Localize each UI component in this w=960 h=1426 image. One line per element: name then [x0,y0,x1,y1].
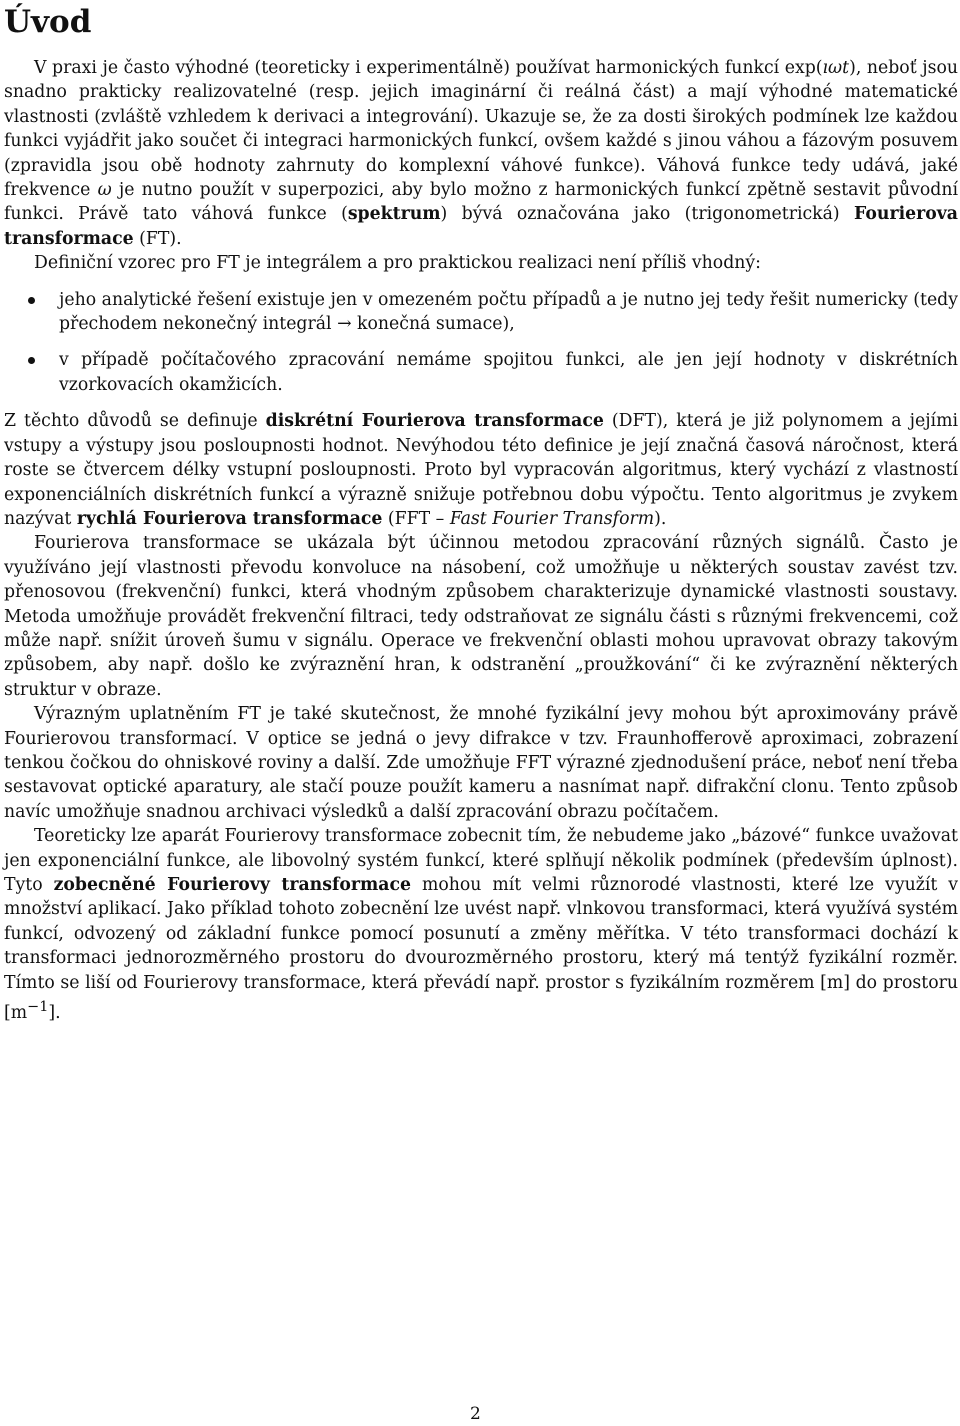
text-run: ]. [48,1002,61,1023]
term-fourierova-transformace: Fourierova transformace [4,204,958,249]
body-text [4,56,958,1025]
superscript: −1 [27,999,49,1016]
term-dft: diskrétní Fourierova transformace [265,411,604,432]
text-run: ), neboť jsou snadno prakticky realizovatelné (resp. jejich imaginární či reálná část) a mají výhodné matematické vlastnosti (zvláště vzhledem k derivaci a integrování). Ukazuje se, že za dosti širokých podmínek lze každou funkci vyjádřit jako součet či integraci harmonických funkcí, ovšem každé s jinou váhou a fázovým posuvem (zpravidla jsou obě hodnoty zahrnuty do komplexní váhové funkce). Váhová funkce tedy udává, jaké frekvence [4,58,958,201]
text-run: V praxi je často výhodné (teoreticky i experimentálně) používat harmonických funkcí exp( [34,58,823,78]
text-run: (DFT), která je již polynomem a jejími vstupy a výstupy jsou posloupnosti hodnot. Nevýhodou této definice je její značná časová náročnost, která roste se čtvercem délky vstupní posloupnosti. Proto byl vypracován algoritmus, který vychází z vlastností exponenciálních diskrétních funkcí a výrazně snižuje potřebnou dobu výpočtu. Tento algoritmus je zvykem nazývat [4,411,958,529]
term-zobecnene-ft: zobecněné Fourierovy transformace [53,875,412,895]
text-run: jeho analytické řešení existuje jen v omezeném počtu případů a je nutno jej tedy řešit numericky (tedy přechodem nekonečný integrál [59,289,958,335]
paragraph-intro [4,56,958,251]
term-fft: rychlá Fourierova transformace [76,508,383,529]
list-item [4,288,958,337]
arrow-symbol: → [337,314,352,335]
term-spektrum: spektrum [347,204,441,225]
bullet-icon [28,297,35,304]
math-iwt: ıωt [822,58,850,78]
text-run: Z těchto důvodů se definuje [4,411,266,432]
paragraph-applications: Fourierova transformace se ukázala být účinnou metodou zpracování různých signálů. Často je využíváno její vlastnosti převodu konvoluce na násobení, což umožňuje u některých soustav zavést tzv. přenosovou (frekvenční) funkci, která vhodným způsobem charakterizuje dynamické vlastnosti soustavy. Metoda umožňuje provádět frekvenční filtraci, tedy odstraňovat ze signálu části s různými frekvencemi, což může např. snížit úroveň šumu v signálu. Operace ve frekvenční oblasti mohou upravovat obrazy takovým způsobem, aby např. došlo ke zvýraznění hran, k odstranění „proužkování“ či ke zvýraznění některých struktur v obraze. [4,533,958,700]
math-omega: ω [97,180,112,201]
text-run: Teoreticky lze aparát Fourierovy transformace zobecnit tím, že nebudeme jako „bázové“ funkce uvažovat jen exponenciální funkce, ale libovolný systém funkcí, které splňují několik podmínek (především úplnost). Tyto [4,826,958,895]
page-number: 2 [470,1404,481,1424]
term-fast-fourier-transform: Fast Fourier Transform [449,508,655,529]
text-run: mohou mít velmi různorodé vlastnosti, které lze využít v množství aplikací. Jako příklad tohoto zobecnění lze uvést např. vlnkovou transformaci, která využívá systém funkcí, odvozený od základní funkce pomocí posunutí a změny měřítka. V této transformaci dochází k transformaci jednorozměrného prostoru do dvourozměrného prostoru, který má tentýž fyzikální rozměr. Tímto se liší od Fourierovy transformace, která převádí např. prostor s fyzikálním rozměrem [m] do prostoru [m [4,875,958,1023]
paragraph-dft [4,409,958,531]
paragraph-optics: Výrazným uplatněním FT je také skutečnost, že mnohé fyzikální jevy mohou být aproximovány právě Fourierovou transformací. V optice se jedná o jevy difrakce v tzv. Fraunhofferově aproximaci, zobrazení tenkou čočkou do ohniskové roviny a další. Zde umožňuje FFT výrazné zjednodušení práce, neboť není třeba sestavovat optické aparatury, ale stačí pouze použít kameru a nasnímat např. difrakční clonu. Tento způsob navíc umožňuje snadnou archivaci výsledků a další zpracování obrazu počítačem. [4,704,958,822]
paragraph-generalization [4,824,958,1025]
text-run: ) bývá označována jako (trigonometrická) [440,204,855,225]
list-item [4,348,958,397]
section-title: Úvod [4,4,92,40]
paragraph-definition: Definiční vzorec pro FT je integrálem a pro praktickou realizaci není příliš vhodný: [34,253,761,274]
text-run: ). [654,508,667,529]
text-run: je nutno použít v superpozici, aby bylo možno z harmonických funkcí zpětně sestavit původní funkci. Právě tato váhová funkce ( [4,180,958,225]
text-run: v případě počítačového zpracování nemáme spojitou funkci, ale jen její hodnoty v diskrétních vzorkovacích okamžicích. [59,350,958,395]
text-run: konečná sumace), [351,314,515,335]
bullet-list [4,288,958,398]
text-run: (FFT – [382,508,450,529]
text-run: (FT). [133,228,182,249]
bullet-icon [28,357,35,364]
